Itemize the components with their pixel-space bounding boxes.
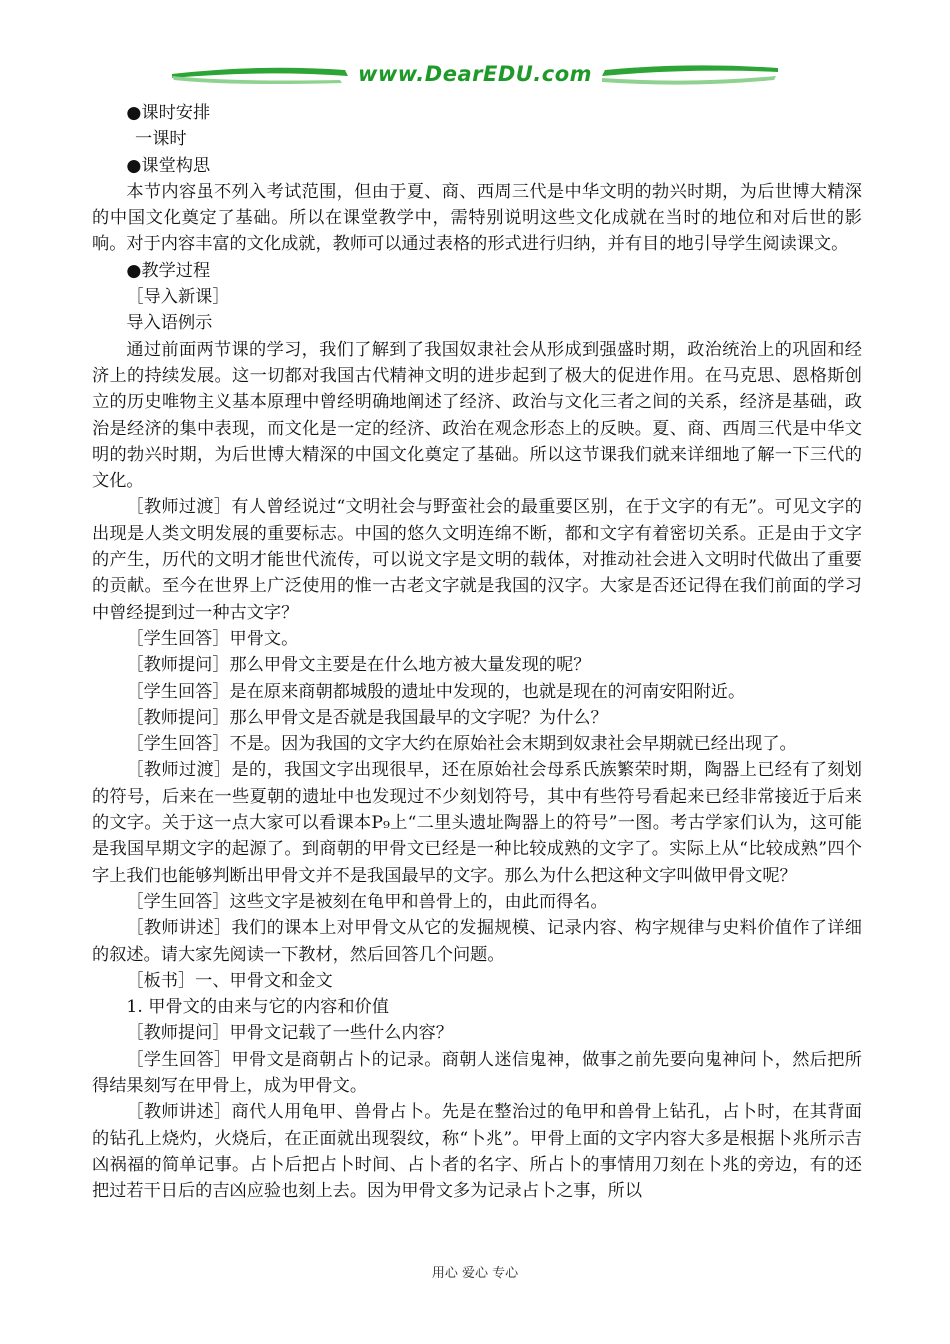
paragraph: 通过前面两节课的学习，我们了解到了我国奴隶社会从形成到强盛时期，政治统治上的巩固和经济上的持续发展。这一切都对我国古代精神文明的进步起到了极大的促进作用。在马克思、恩格斯创立的历史唯物主义基本原理中曾经明确地阐述了经济、政治与文化三者之间的关系，经济是基础，政治是经济的集中表现，而文化是一定的经济、政治在观念形态上的反映。夏、商、西周三代是中华文明的勃兴时期，为后世博大精深的中国文化奠定了基础。所以这节课我们就来详细地了解一下三代的文化。: [92, 339, 862, 492]
section-heading-process: ●教学过程: [126, 260, 211, 281]
page-footer: 用心 爱心 专心: [431, 1266, 519, 1281]
dialogue-line: ［学生回答］这些文字是被刻在龟甲和兽骨上的，由此而得名。: [126, 891, 608, 912]
section-heading-schedule: ●课时安排: [126, 103, 211, 123]
paragraph: ［教师过渡］是的，我国文字出现很早，还在原始社会母系氏族繁荣时期，陶器上已经有了刻划的符号，后来在一些夏朝的遗址中也发现过不少刻划符号，其中有些符号看起来已经非常接近于后来的文字。关于这一点大家可以看课本P₉上“二里头遗址陶器上的符号”一图。考古学家们认为，这可能是我国早期文字的起源了。到商朝的甲骨文已经是一种比较成熟的文字了。实际上从“比较成熟”四个字上我们也能够判断出甲骨文并不是我国最早的文字。那么为什么把这种文字叫做甲骨文呢？: [92, 760, 862, 886]
site-url-logo: www.DearEDU.com: [357, 62, 593, 86]
document-body: [92, 100, 862, 1204]
section-heading-concept: ●课堂构思: [126, 155, 211, 176]
site-header-banner: [170, 56, 780, 96]
schedule-value: 一课时: [135, 129, 187, 150]
paragraph: ［教师讲述］我们的课本上对甲骨文从它的发掘规模、记录内容、构字规律与史料价值作了详细的叙述。请大家先阅读一下教材，然后回答几个问题。: [92, 918, 862, 965]
dialogue-line: ［学生回答］不是。因为我国的文字大约在原始社会末期到奴隶社会早期就已经出现了。: [126, 734, 797, 755]
subheading-example: 导入语例示: [126, 313, 213, 334]
paragraph: ［教师讲述］商代人用龟甲、兽骨占卜。先是在整治过的龟甲和兽骨上钻孔，占卜时，在其背面的钻孔上烧灼，火烧后，在正面就出现裂纹，称“卜兆”。甲骨上面的文字内容大多是根据卜兆所示吉凶祸福的简单记事。占卜后把占卜时间、占卜者的名字、所占卜的事情用刀刻在卜兆的旁边，有的还把过若干日后的吉凶应验也刻上去。因为甲骨文多为记录占卜之事，所以: [92, 1102, 862, 1202]
dialogue-line: ［学生回答］甲骨文。: [126, 628, 299, 649]
dialogue-line: ［学生回答］是在原来商朝都城殷的遗址中发现的，也就是现在的河南安阳附近。: [126, 681, 746, 702]
paragraph: ［教师过渡］有人曾经说过“文明社会与野蛮社会的最重要区别，在于文字的有无”。可见文字的出现是人类文明发展的重要标志。中国的悠久文明连绵不断，都和文字有着密切关系。正是由于文字的产生，历代的文明才能世代流传，可以说文字是文明的载体，对推动社会进入文明时代做出了重要的贡献。至今在世界上广泛使用的惟一古老文字就是我国的汉字。大家是否还记得在我们前面的学习中曾经提到过一种古文字？: [92, 497, 862, 623]
dialogue-line: ［教师提问］那么甲骨文主要是在什么地方被大量发现的呢？: [126, 655, 591, 676]
board-heading: ［板书］一、甲骨文和金文: [126, 970, 333, 991]
paragraph: ［学生回答］甲骨文是商朝占卜的记录。商朝人迷信鬼神，做事之前先要向鬼神问卜，然后把所得结果刻写在甲骨上，成为甲骨文。: [92, 1049, 862, 1096]
board-subheading: 1. 甲骨文的由来与它的内容和价值: [126, 997, 389, 1018]
subheading-intro: ［导入新课］: [126, 287, 230, 308]
dialogue-line: ［教师提问］甲骨文记载了一些什么内容？: [126, 1023, 453, 1044]
dialogue-line: ［教师提问］那么甲骨文是否就是我国最早的文字呢？为什么？: [126, 707, 608, 728]
paragraph: 本节内容虽不列入考试范围，但由于夏、商、西周三代是中华文明的勃兴时期，为后世博大精深的中国文化奠定了基础。所以在课堂教学中，需特别说明这些文化成就在当时的地位和对后世的影响。对于内容丰富的文化成就，教师可以通过表格的形式进行归纳，并有目的地引导学生阅读课文。: [92, 181, 862, 255]
